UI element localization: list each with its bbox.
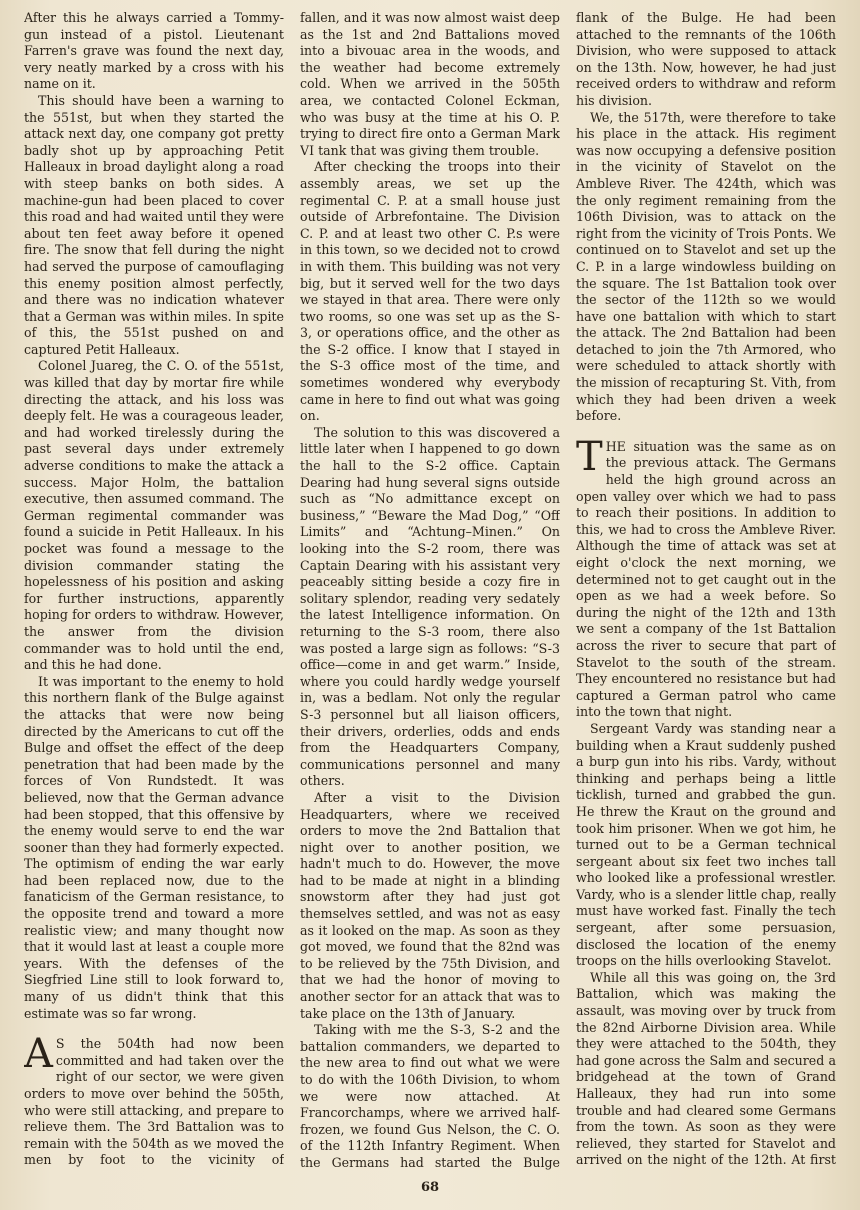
page-number: 68 [420, 1180, 440, 1195]
paragraph: Taking with me the S-3, S-2 and the battalion commanders, we departed to the new area to find out what we were to do with the 106th Division, to whom we were now attached. At Francorchamps, where we arrived half-frozen, we found Gus Nelson, the C. O. of the 112th Infantry Regiment. When the Germans had started the Bulge [300, 1022, 560, 1170]
paragraph: Sergeant Vardy was standing near a building when a Kraut suddenly pushed a burp gun into his ribs. Vardy, without thinking and perhaps being a little ticklish, turned and grabbed the gun. He threw the Kraut on the ground and took him prisoner. When we got him, he turned out to be a German technical sergeant about six feet two inches tall who looked like a professional wrestler. Vardy, who is a slender little chap, really must have worked fast. Finally the tech sergeant, after some persuasion, disclosed the location of the enemy troops on the hills overlooking Stavelot. [576, 720, 836, 969]
paragraph: This should have been a warning to the 551st, but when they started the attack next day, one company got pretty badly shot up by approaching Petit Halleaux in broad daylight along a road with steep banks on both sides. A machine-gun had been placed to cover this road and had waited until they were about ten feet away before it opened fire. The snow that fell during the night had served the purpose of camouflaging this enemy position almost perfectly, and there was no indication whatever that a German was within miles. In spite of this, the 551st pushed on and captured Petit Halleaux. [24, 92, 284, 357]
drop-cap: A [24, 1031, 53, 1078]
paragraph: While all this was going on, the 3rd Battalion, which was making the assault, was moving over by truck from the 82nd Airborne Division area. While they were attached to the 504th, they had gone across the Salm and secured a bridgehead at the town of Grand Halleaux, they had run into some trouble and had cleared some Germans from the town. As soon as they were relieved, they started for Stavelot and arrived on the night of the 12th. At first [576, 969, 836, 1168]
paragraph: flank of the Bulge. He had been attached to the remnants of the 106th Division, who were supposed to attack on the 13th. Now, however, he had just received orders to withdraw and reform his division. [576, 10, 836, 108]
paragraph: It was important to the enemy to hold this northern flank of the Bulge against the attacks that were now being directed by the Americans to cut off the Bulge and offset the effect of the deep penetration that had been made by the forces of Von Rundstedt. It was believed, now that the German advance had been stopped, that this offensive by the enemy would serve to end the war sooner than they had formerly expected. The optimism of ending the war early had been replaced now, due to the fanaticism of the German resistance, to the opposite trend and toward a more realistic view; and many thought now that it would last at least a couple more years. With the defenses of the Siegfried Line still to look forward to, many of us didn't think that this estimate was so far wrong. [24, 673, 284, 1021]
column-1 [24, 10, 284, 1170]
column-3 [576, 10, 836, 1170]
drop-cap: T [576, 433, 603, 480]
paragraph: After checking the troops into their assembly areas, we set up the regimental C. P. at a small house just outside of Arbrefontaine. The Division C. P. and at least two other C. P.s were in this town, so we decided not to crowd in with them. This building was not very big, but it served well for the two days we stayed in that area. There were only two rooms, so one was set up as the S-3, or operations office, and the other as the S-2 office. I know that I stayed in the S-3 office most of the time, and sometimes wondered why everybody came in here to find out what was going on. [300, 159, 560, 424]
paragraph: After this he always carried a Tommy-gun instead of a pistol. Lieutenant Farren's grave was found the next day, very neatly marked by a cross with his name on it. [24, 10, 284, 92]
paragraph-text: S the 504th had now been committed and had taken over the right of our sector, we were given orders to move over behind the 505th, who were still attacking, and prepare to relieve them. The 3rd Battalion was to remain with the 504th as we moved the men by foot to the vicinity of [24, 1036, 284, 1168]
paragraph: fallen, and it was now almost waist deep as the 1st and 2nd Battalions moved into a bivouac area in the woods, and the weather had become extremely cold. When we arrived in the 505th area, we contacted Colonel Eckman, who was busy at the time at his O. P. trying to direct fire onto a German Mark VI tank that was giving them trouble. [300, 10, 560, 158]
text-columns [24, 10, 836, 1170]
paragraph: We, the 517th, were therefore to take his place in the attack. His regiment was now occupying a defensive position in the vicinity of Stavelot on the Ambleve River. The 424th, which was the only regiment remaining from the 106th Division, was to attack on the right from the vicinity of Trois Ponts. We continued on to Stavelot and set up the C. P. in a large windowless building on the square. The 1st Battalion took over the sector of the 112th so we would have one battalion with which to start the attack. The 2nd Battalion had been detached to join the 7th Armored, who were scheduled to attack shortly with the mission of recapturing St. Vith, from which they had been driven a week before. [576, 109, 836, 424]
section-opening-paragraph [576, 433, 836, 721]
paragraph: After a visit to the Division Headquarters, where we received orders to move the 2nd Battalion that night over to another position, we hadn't much to do. However, the move had to be made at night in a blinding snowstorm after they had just got themselves settled, and was not as easy as it looked on the map. As soon as they got moved, we found that the 82nd was to be relieved by the 75th Division, and that we had the honor of moving to another sector for an attack that was to take place on the 13th of January. [300, 789, 560, 1021]
column-2 [300, 10, 560, 1170]
paragraph: The solution to this was discovered a little later when I happened to go down the hall to the S-2 office. Captain Dearing had hung several signs outside such as “No admittance except on business,” “Beware the Mad Dog,” “Off Limits” and “Achtung–Minen.” On looking into the S-2 room, there was Captain Dearing with his assistant very peaceably sitting beside a cozy fire in solitary splendor, reading very sedately the latest Intelligence information. On returning to the S-3 room, there also was posted a large sign as follows: “S-3 office—come in and get warm.” Inside, where you could hardly wedge yourself in, was a bedlam. Not only the regular S-3 personnel but all liaison officers, their drivers, orderlies, odds and ends from the Headquarters Company, communications personnel and many others. [300, 424, 560, 789]
paragraph-text: HE situation was the same as on the previous attack. The Germans held the high ground across an open valley over which we had to pass to reach their positions. In addition to this, we had to cross the Ambleve River. Although the time of attack was set at eight o'clock the next morning, we determined not to get caught out in the open as we had a week before. So during the night of the 12th and 13th we sent a company of the 1st Battalion across the river to secure that part of Stavelot to the south of the stream. They encountered no resistance but had captured a German patrol who came into the town that night. [576, 438, 836, 720]
paragraph: Colonel Juareg, the C. O. of the 551st, was killed that day by mortar fire while directing the attack, and his loss was deeply felt. He was a courageous leader, and had worked tirelessly during the past several days under extremely adverse conditions to make the attack a success. Major Holm, the battalion executive, then assumed command. The German regimental commander was found a suicide in Petit Halleaux. In his pocket was found a message to the division commander stating the hopelessness of his position and asking for further instructions, apparently hoping for orders to withdraw. However, the answer from the division commander was to hold until the end, and this he had done. [24, 358, 284, 673]
section-opening-paragraph [24, 1031, 284, 1170]
